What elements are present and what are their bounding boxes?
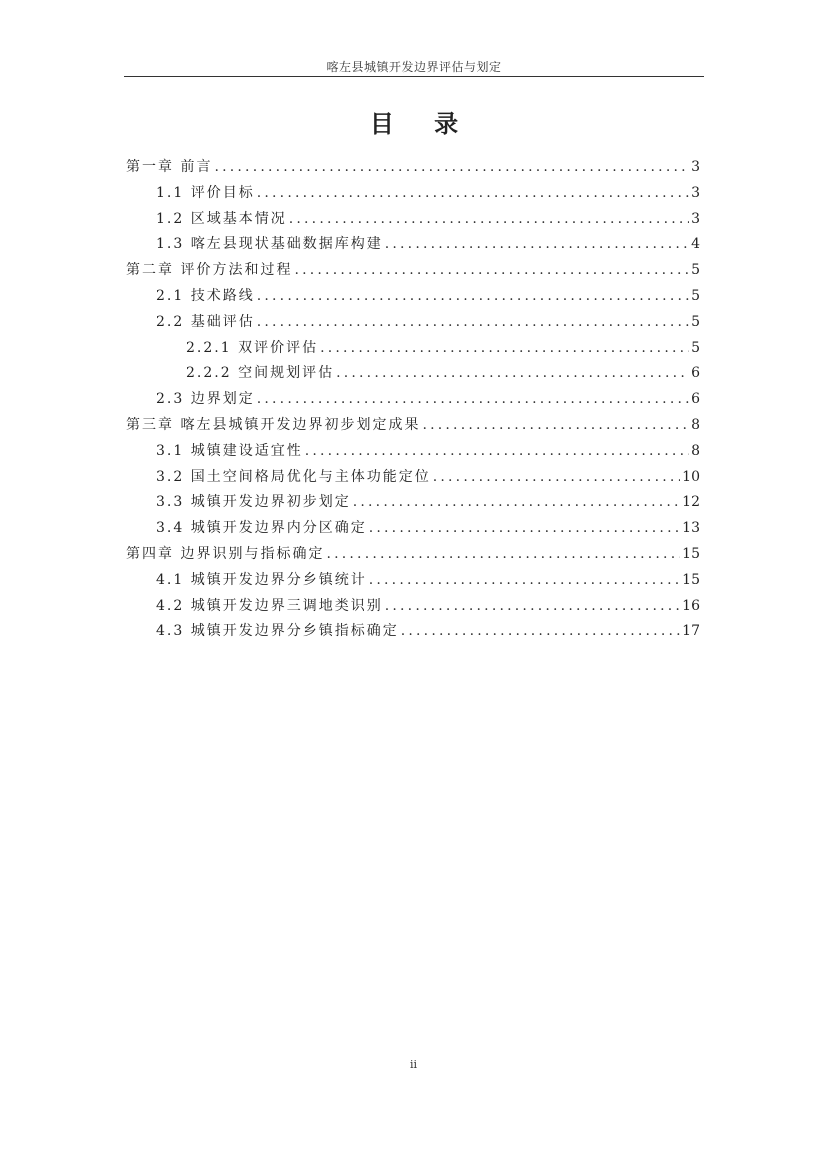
toc-entry-label: 1.1 评价目标 [156, 184, 255, 201]
toc-entry[interactable] [124, 413, 700, 439]
dot-leader [326, 542, 680, 568]
toc-entry-page: 5 [691, 262, 700, 279]
dot-leader [422, 413, 689, 439]
toc-entry[interactable] [124, 542, 700, 568]
toc-entry[interactable] [124, 207, 700, 233]
dot-leader [369, 568, 680, 594]
toc-entry-page: 13 [682, 520, 700, 537]
toc-entry-page: 8 [691, 416, 700, 433]
toc-entry-label: 1.2 区域基本情况 [156, 210, 287, 227]
toc-entry-page: 6 [691, 391, 700, 408]
toc-entry-page: 15 [682, 571, 700, 588]
dot-leader [369, 516, 680, 542]
toc-entry-label: 2.2.2 空间规划评估 [186, 365, 335, 382]
toc-entry-page: 15 [682, 545, 700, 562]
dot-leader [320, 336, 689, 362]
dot-leader [353, 490, 680, 516]
toc-entry-page: 4 [691, 236, 700, 253]
toc-entry[interactable] [124, 310, 700, 336]
toc-entry-label: 2.2 基础评估 [156, 313, 255, 330]
dot-leader [385, 232, 689, 258]
toc-entry[interactable] [124, 439, 700, 465]
dot-leader [257, 387, 689, 413]
toc-entry[interactable] [124, 361, 700, 387]
toc-entry-page: 5 [691, 339, 700, 356]
toc-entry-label: 2.1 技术路线 [156, 287, 255, 304]
toc-entry-page: 3 [691, 159, 700, 175]
toc-entry-label: 3.1 城镇建设适宜性 [156, 442, 303, 459]
header-divider [124, 76, 704, 77]
toc-entry[interactable] [124, 516, 700, 542]
toc-entry-label: 4.2 城镇开发边界三调地类识别 [156, 597, 383, 614]
toc-entry[interactable] [124, 465, 700, 491]
toc-entry-label: 2.2.1 双评价评估 [186, 339, 319, 356]
toc-entry-page: 16 [682, 597, 700, 614]
toc-entry-page: 5 [691, 287, 700, 304]
toc-entry-page: 3 [691, 184, 700, 201]
toc-entry-label: 第一章 前言 [126, 159, 213, 175]
toc-entry[interactable] [124, 594, 700, 620]
dot-leader [305, 439, 689, 465]
toc-entry-page: 8 [691, 442, 700, 459]
toc-entry[interactable] [124, 387, 700, 413]
toc-entry-label: 第四章 边界识别与指标确定 [126, 545, 325, 562]
toc-entry-label: 第三章 喀左县城镇开发边界初步划定成果 [126, 416, 421, 433]
dot-leader [336, 361, 689, 387]
toc-title: 目 录 [369, 109, 475, 138]
toc-entry-page: 17 [682, 623, 700, 640]
toc-entry-page: 3 [691, 210, 700, 227]
toc-entry-label: 第二章 评价方法和过程 [126, 262, 293, 279]
dot-leader [257, 284, 689, 310]
toc-entry[interactable] [124, 258, 700, 284]
table-of-contents [124, 155, 700, 645]
toc-entry[interactable] [124, 181, 700, 207]
toc-entry-page: 6 [691, 365, 700, 382]
page-number: ii [409, 1058, 418, 1071]
toc-entry-label: 3.3 城镇开发边界初步划定 [156, 494, 351, 511]
toc-entry-label: 1.3 喀左县现状基础数据库构建 [156, 236, 383, 253]
dot-leader [289, 207, 689, 233]
dot-leader [401, 619, 680, 645]
toc-entry[interactable] [124, 490, 700, 516]
toc-entry-label: 3.4 城镇开发边界内分区确定 [156, 520, 367, 537]
toc-entry[interactable] [124, 619, 700, 645]
toc-entry[interactable] [124, 155, 700, 181]
dot-leader [257, 181, 689, 207]
toc-entry-page: 10 [682, 468, 700, 485]
toc-entry[interactable] [124, 284, 700, 310]
toc-entry[interactable] [124, 336, 700, 362]
running-header: 喀左县城镇开发边界评估与划定 [326, 60, 502, 74]
toc-entry-page: 5 [691, 313, 700, 330]
dot-leader [214, 155, 689, 181]
dot-leader [433, 465, 680, 491]
toc-entry[interactable] [124, 568, 700, 594]
toc-entry-label: 3.2 国土空间格局优化与主体功能定位 [156, 468, 431, 485]
dot-leader [257, 310, 689, 336]
toc-entry-label: 4.1 城镇开发边界分乡镇统计 [156, 571, 367, 588]
dot-leader [294, 258, 689, 284]
toc-entry-label: 2.3 边界划定 [156, 391, 255, 408]
toc-entry-page: 12 [682, 494, 700, 511]
toc-entry-label: 4.3 城镇开发边界分乡镇指标确定 [156, 623, 399, 640]
dot-leader [385, 594, 680, 620]
toc-entry[interactable] [124, 232, 700, 258]
